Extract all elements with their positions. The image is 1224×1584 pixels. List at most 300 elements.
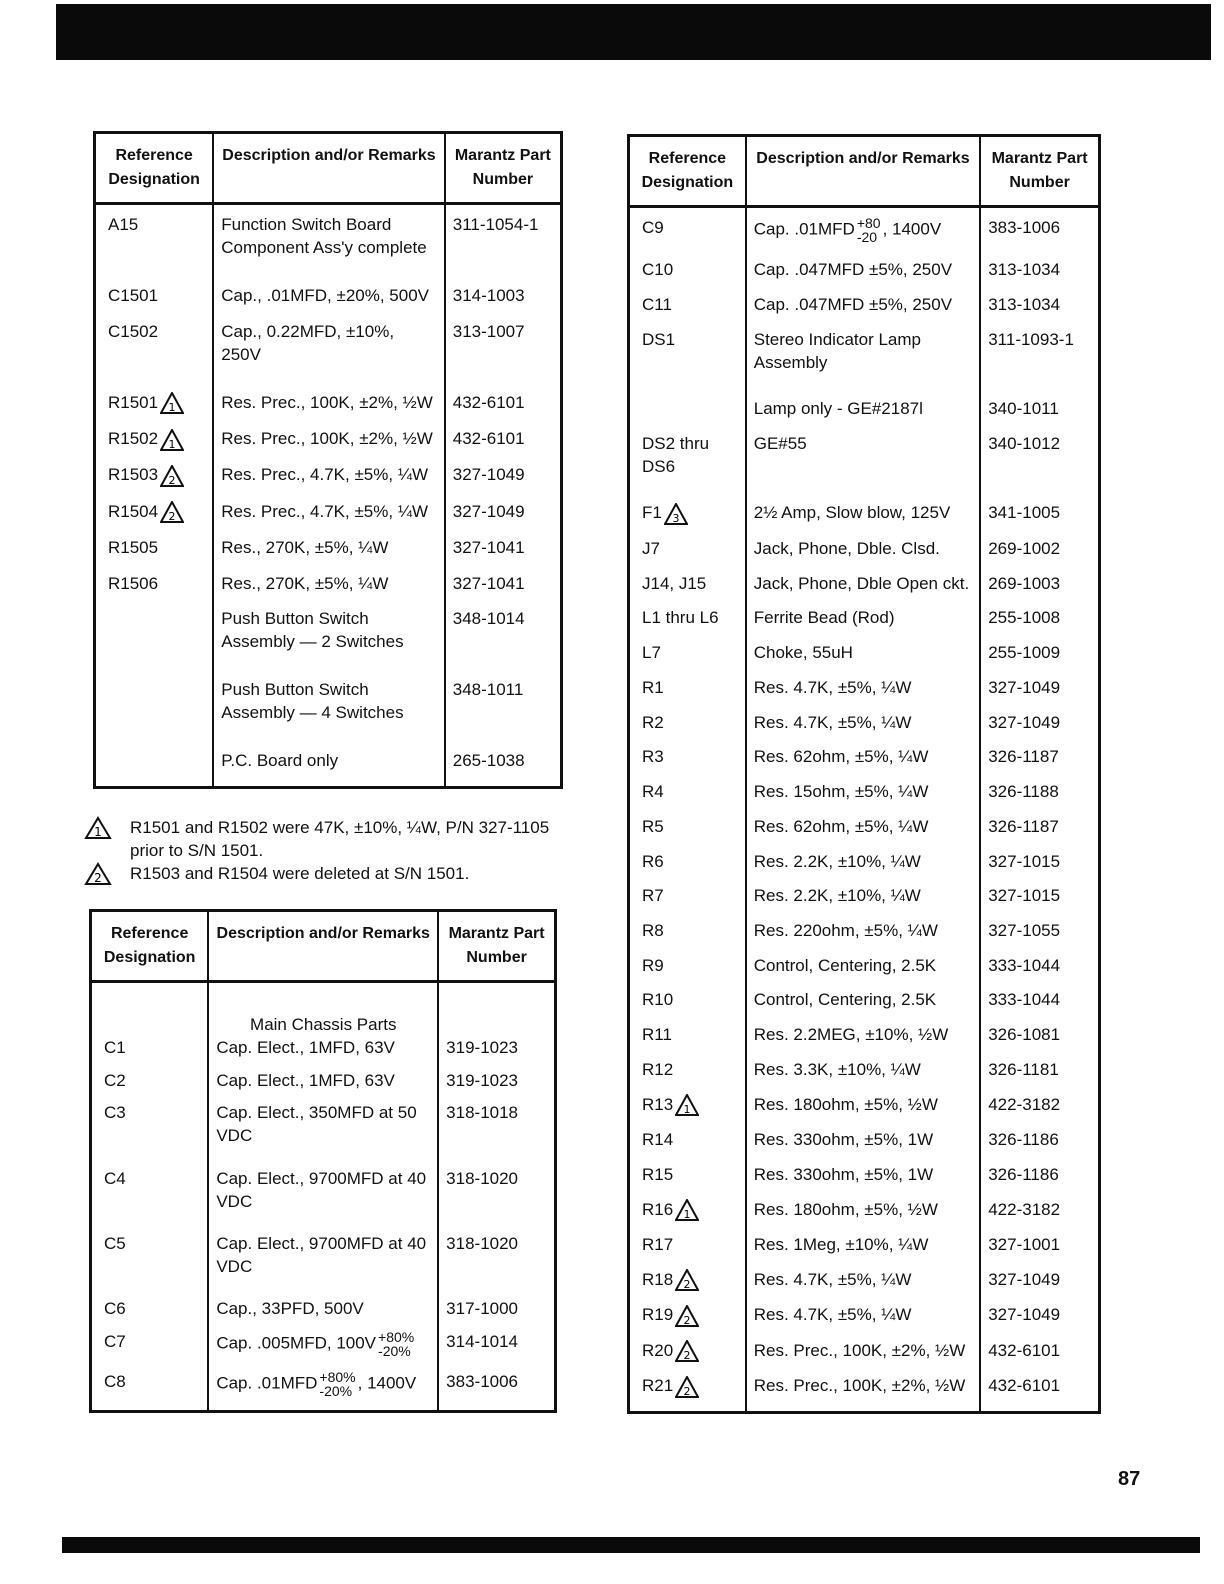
reference-cell	[629, 988, 746, 1023]
part-number-text: 318-1020	[446, 1168, 519, 1188]
description-cell	[746, 293, 980, 328]
part-number-text: 327-1001	[988, 1235, 1061, 1255]
description-text: Cap. .01MFD	[216, 1373, 318, 1393]
table-row	[629, 676, 1100, 711]
reference-text: L1 thru L6	[642, 608, 719, 628]
reference-cell	[629, 397, 746, 432]
table-row	[95, 284, 562, 320]
warning-triangle-icon	[675, 1269, 699, 1291]
description-text: Res. Prec., 100K, ±2%, ½W	[753, 1340, 966, 1360]
header-description: Description and/or Remarks	[213, 133, 444, 204]
part-number-text: 326-1187	[988, 816, 1059, 836]
part-number-cell	[980, 884, 1099, 919]
reference-cell	[91, 1167, 209, 1232]
table-row	[95, 427, 562, 463]
table-row	[629, 501, 1100, 537]
part-number-cell	[980, 572, 1099, 607]
description-text: Res. 4.7K, ±5%, ¼W	[753, 677, 912, 697]
parts-table-continued	[627, 134, 1101, 1414]
description-cell	[746, 884, 980, 919]
reference-text: R1501	[108, 392, 159, 412]
part-number-text: 432-6101	[988, 1376, 1061, 1396]
header-description: Description and/or Remarks	[208, 911, 438, 982]
part-number-text: 327-1049	[452, 501, 525, 521]
table-row	[91, 1330, 556, 1370]
description-text: Res., 270K, ±5%, ¼W	[221, 538, 389, 558]
reference-cell	[629, 432, 746, 501]
reference-cell	[629, 1058, 746, 1093]
table-row	[629, 1303, 1100, 1339]
reference-text: R1503	[108, 465, 159, 485]
reference-cell	[629, 850, 746, 885]
reference-cell	[629, 1128, 746, 1163]
description-cell	[213, 749, 444, 785]
reference-cell	[629, 1303, 746, 1339]
part-number-cell	[980, 1198, 1099, 1234]
footnote-2-text: R1503 and R1504 were deleted at S/N 1501.	[130, 864, 470, 883]
header-part-number: Marantz Part Number	[445, 133, 562, 204]
description-cell	[213, 213, 444, 284]
part-number-cell	[980, 745, 1099, 780]
description-cell	[746, 1268, 980, 1304]
part-number-text: 319-1023	[446, 1038, 519, 1057]
page-number: 87	[1118, 1468, 1141, 1490]
description-text: Jack, Phone, Dble Open ckt.	[753, 573, 970, 593]
svg-text:3: 3	[672, 511, 680, 525]
table-row	[629, 1339, 1100, 1375]
description-text: Res. 330ohm, ±5%, 1W	[753, 1130, 934, 1150]
part-number-cell	[445, 536, 562, 572]
table-row	[95, 749, 562, 785]
table-row	[629, 1128, 1100, 1163]
description-cell	[746, 1023, 980, 1058]
table-row	[95, 463, 562, 499]
reference-cell	[91, 1297, 209, 1330]
part-number-cell	[980, 1093, 1099, 1129]
part-number-text: 383-1006	[988, 218, 1061, 237]
reference-text: C3	[104, 1103, 126, 1123]
description-cell	[746, 676, 980, 711]
reference-cell	[91, 1069, 209, 1102]
warning-triangle-2-icon	[84, 862, 112, 886]
part-number-cell	[438, 1069, 555, 1102]
description-text: Res. 62ohm, ±5%, ¼W	[753, 747, 929, 767]
reference-text: C6	[104, 1299, 126, 1319]
part-number-cell	[980, 815, 1099, 850]
reference-text: R18	[642, 1269, 674, 1289]
description-cell	[213, 500, 444, 536]
table-row	[95, 500, 562, 536]
description-cell	[746, 1093, 980, 1129]
reference-cell	[629, 1374, 746, 1410]
part-number-text: 326-1081	[988, 1025, 1061, 1045]
part-number-text: 327-1049	[988, 677, 1061, 697]
reference-text: R4	[642, 782, 664, 802]
svg-text:1: 1	[168, 401, 176, 415]
svg-text:2: 2	[168, 473, 176, 487]
part-number-cell	[980, 501, 1099, 537]
part-number-cell	[980, 954, 1099, 989]
part-number-text: 318-1018	[446, 1103, 519, 1123]
part-number-text: 341-1005	[988, 503, 1061, 523]
reference-cell	[91, 1232, 209, 1297]
part-number-text: 317-1000	[446, 1299, 519, 1319]
table-row	[629, 919, 1100, 954]
warning-triangle-icon	[675, 1376, 699, 1398]
table-row	[629, 216, 1100, 258]
description-cell	[213, 284, 444, 320]
description-text: Res. 2.2MEG, ±10%, ½W	[753, 1025, 949, 1045]
description-text: Res. 4.7K, ±5%, ¼W	[753, 1305, 912, 1325]
reference-text: R8	[642, 921, 664, 941]
description-text: Res. Prec., 100K, ±2%, ½W	[221, 392, 433, 412]
table-row	[629, 572, 1100, 607]
description-cell	[208, 1036, 438, 1069]
reference-text: R19	[642, 1305, 674, 1325]
description-cell	[213, 391, 444, 427]
part-number-text: 319-1023	[446, 1070, 519, 1090]
description-text: Res. 3.3K, ±10%, ¼W	[753, 1059, 921, 1079]
table-row	[629, 1233, 1100, 1268]
part-number-text: 313-1034	[988, 260, 1061, 280]
part-number-text: 327-1049	[988, 712, 1061, 732]
tolerance-minus: -20	[856, 229, 878, 245]
svg-text:1: 1	[683, 1208, 691, 1222]
part-number-text: 269-1002	[988, 538, 1061, 558]
footnote-1	[84, 816, 564, 862]
description-cell	[746, 432, 980, 501]
reference-cell	[629, 641, 746, 676]
part-number-text: 311-1093-1	[988, 329, 1074, 349]
table-row	[629, 954, 1100, 989]
reference-text: R6	[642, 851, 664, 871]
reference-cell	[629, 572, 746, 607]
description-suffix: , 1400V	[882, 219, 942, 239]
table-row	[91, 1036, 556, 1069]
part-number-text: 432-6101	[988, 1340, 1061, 1360]
part-number-text: 348-1014	[452, 609, 525, 629]
reference-cell	[629, 328, 746, 397]
description-text: Control, Centering, 2.5K	[753, 955, 937, 975]
part-number-cell	[445, 284, 562, 320]
description-cell	[213, 536, 444, 572]
description-text: P.C. Board only	[221, 751, 339, 771]
reference-cell	[629, 1198, 746, 1234]
reference-cell	[629, 1023, 746, 1058]
reference-cell	[95, 427, 214, 463]
part-number-cell	[445, 213, 562, 284]
reference-text: R1502	[108, 429, 159, 449]
tolerance	[857, 216, 881, 244]
part-number-text: 314-1003	[452, 286, 525, 306]
description-cell	[746, 1128, 980, 1163]
reference-cell	[629, 745, 746, 780]
reference-text: R13	[642, 1094, 674, 1114]
reference-text: A15	[108, 215, 139, 234]
tolerance-plus: +80%	[319, 1368, 356, 1385]
svg-text:2: 2	[683, 1278, 691, 1292]
part-number-text: 422-3182	[988, 1094, 1061, 1114]
part-number-cell	[980, 1023, 1099, 1058]
description-text: Function Switch Board Component Ass'y complete	[221, 215, 427, 257]
reference-text: R3	[642, 747, 664, 767]
part-number-text: 318-1020	[446, 1233, 519, 1253]
part-number-cell	[980, 1163, 1099, 1198]
description-cell	[208, 1297, 438, 1330]
part-number-cell	[445, 463, 562, 499]
part-number-text: 422-3182	[988, 1199, 1061, 1219]
table-row	[629, 1268, 1100, 1304]
description-cell	[746, 258, 980, 293]
table-row	[629, 780, 1100, 815]
part-number-cell	[980, 216, 1099, 258]
reference-text: C1502	[108, 321, 159, 341]
reference-cell	[95, 607, 214, 678]
svg-text:2: 2	[683, 1384, 691, 1398]
description-suffix: , 1400V	[357, 1373, 417, 1393]
reference-text: R9	[642, 955, 664, 975]
header-part-number: Marantz Part Number	[980, 136, 1099, 207]
header-description: Description and/or Remarks	[746, 136, 980, 207]
description-text: Res. Prec., 100K, ±2%, ½W	[753, 1376, 966, 1396]
part-number-cell	[980, 397, 1099, 432]
description-text: Res. 62ohm, ±5%, ¼W	[753, 816, 929, 836]
parts-table-main-chassis	[89, 909, 557, 1413]
part-number-text: 326-1188	[988, 782, 1059, 802]
part-number-text: 327-1055	[988, 921, 1061, 941]
reference-cell	[629, 258, 746, 293]
description-cell	[208, 1370, 438, 1410]
tolerance	[319, 1370, 355, 1398]
table-row	[629, 1023, 1100, 1058]
description-cell	[208, 1069, 438, 1102]
description-cell	[746, 1163, 980, 1198]
table-row	[629, 606, 1100, 641]
description-cell	[746, 537, 980, 572]
part-number-cell	[980, 1374, 1099, 1410]
reference-cell	[95, 213, 214, 284]
reference-cell	[629, 815, 746, 850]
description-text: GE#55	[753, 433, 807, 453]
table-row	[95, 536, 562, 572]
reference-cell	[629, 676, 746, 711]
part-number-cell	[980, 258, 1099, 293]
reference-text: R10	[642, 990, 674, 1010]
reference-cell	[629, 1268, 746, 1304]
table-row	[91, 1167, 556, 1232]
footnote-1-text: R1501 and R1502 were 47K, ±10%, ¼W, P/N 327-1105 prior to S/N 1501.	[130, 818, 550, 860]
description-cell	[746, 641, 980, 676]
table-row	[629, 641, 1100, 676]
description-text: Choke, 55uH	[753, 643, 853, 663]
part-number-text: 314-1014	[446, 1331, 519, 1351]
description-cell	[746, 606, 980, 641]
table-row	[629, 988, 1100, 1023]
part-number-cell	[980, 606, 1099, 641]
description-text: Cap. .047MFD ±5%, 250V	[753, 295, 953, 315]
part-number-text: 255-1009	[988, 643, 1061, 663]
description-text: Stereo Indicator Lamp Assembly	[753, 329, 921, 372]
part-number-cell	[445, 500, 562, 536]
description-text: Res. 330ohm, ±5%, 1W	[753, 1164, 934, 1184]
table-row	[91, 1069, 556, 1102]
reference-text: C11	[642, 295, 672, 315]
table-row	[95, 607, 562, 678]
description-text: Res. Prec., 100K, ±2%, ½W	[221, 429, 433, 449]
description-text: Cap., .01MFD, ±20%, 500V	[221, 286, 430, 306]
description-cell	[213, 572, 444, 608]
footnotes	[84, 816, 564, 885]
part-number-cell	[445, 427, 562, 463]
description-text: Cap. Elect., 1MFD, 63V	[216, 1070, 395, 1090]
reference-cell	[629, 884, 746, 919]
reference-text: C7	[104, 1331, 126, 1351]
part-number-cell	[445, 391, 562, 427]
part-number-cell	[438, 1370, 555, 1410]
part-number-text: 265-1038	[452, 751, 525, 771]
table-row	[629, 711, 1100, 746]
reference-cell	[95, 320, 214, 391]
description-text: Res. 1Meg, ±10%, ¼W	[753, 1235, 929, 1255]
reference-text: C8	[104, 1371, 126, 1391]
part-number-cell	[980, 537, 1099, 572]
part-number-cell	[445, 572, 562, 608]
description-text: Cap. Elect., 350MFD at 50 VDC	[216, 1103, 417, 1146]
reference-text: DS2 thru DS6	[642, 433, 710, 476]
part-number-text: 327-1015	[988, 851, 1061, 871]
description-text: Res. 4.7K, ±5%, ¼W	[753, 1269, 912, 1289]
table-row	[629, 432, 1100, 501]
description-cell	[208, 1232, 438, 1297]
warning-triangle-icon	[664, 503, 688, 525]
reference-cell	[629, 501, 746, 537]
reference-cell	[91, 1036, 209, 1069]
warning-triangle-icon	[675, 1305, 699, 1327]
reference-cell	[629, 606, 746, 641]
part-number-text: 327-1015	[988, 886, 1061, 906]
description-text: Cap. .005MFD, 100V	[216, 1333, 377, 1353]
table-row	[95, 320, 562, 391]
reference-text: C5	[104, 1233, 126, 1253]
description-cell	[213, 607, 444, 678]
part-number-text: 255-1008	[988, 608, 1061, 628]
part-number-text: 311-1054-1	[452, 215, 539, 234]
reference-text: R20	[642, 1340, 674, 1360]
warning-triangle-icon	[675, 1094, 699, 1116]
description-cell	[746, 745, 980, 780]
section-title: Main Chassis Parts	[208, 991, 438, 1036]
reference-cell	[629, 711, 746, 746]
reference-cell	[629, 537, 746, 572]
description-text: Res. 15ohm, ±5%, ¼W	[753, 782, 929, 802]
description-cell	[213, 427, 444, 463]
footnote-2	[84, 862, 564, 885]
description-text: 2½ Amp, Slow blow, 125V	[753, 503, 951, 523]
description-cell	[746, 850, 980, 885]
part-number-cell	[980, 1058, 1099, 1093]
part-number-cell	[980, 676, 1099, 711]
table-row	[629, 258, 1100, 293]
svg-text:1: 1	[683, 1103, 691, 1117]
reference-cell	[629, 1093, 746, 1129]
part-number-text: 313-1034	[988, 295, 1061, 315]
reference-cell	[95, 749, 214, 785]
table-row	[95, 213, 562, 284]
reference-text: R5	[642, 816, 664, 836]
part-number-text: 326-1186	[988, 1164, 1059, 1184]
reference-cell	[95, 391, 214, 427]
part-number-cell	[980, 1128, 1099, 1163]
description-cell	[746, 1233, 980, 1268]
reference-text: R7	[642, 886, 664, 906]
reference-text: J7	[642, 538, 660, 558]
reference-cell	[91, 1330, 209, 1370]
reference-text: R1	[642, 677, 664, 697]
reference-text: L7	[642, 643, 661, 663]
part-number-text: 327-1041	[452, 573, 525, 593]
part-number-text: 269-1003	[988, 573, 1061, 593]
warning-triangle-icon	[675, 1340, 699, 1362]
description-text: Res. Prec., 4.7K, ±5%, ¼W	[221, 465, 429, 485]
description-cell	[746, 1198, 980, 1234]
description-text: Cap. Elect., 9700MFD at 40 VDC	[216, 1233, 427, 1276]
description-cell	[746, 1303, 980, 1339]
description-cell	[746, 1339, 980, 1375]
part-number-cell	[980, 919, 1099, 954]
description-cell	[746, 988, 980, 1023]
svg-text:2: 2	[683, 1349, 691, 1363]
description-cell	[213, 320, 444, 391]
part-number-cell	[438, 1232, 555, 1297]
part-number-cell	[980, 780, 1099, 815]
description-text: Lamp only - GE#2187l	[753, 399, 923, 419]
part-number-cell	[980, 850, 1099, 885]
part-number-cell	[438, 1101, 555, 1166]
part-number-cell	[980, 1268, 1099, 1304]
table-row	[91, 1101, 556, 1166]
part-number-text: 326-1181	[988, 1059, 1059, 1079]
description-cell	[746, 572, 980, 607]
reference-text: R11	[642, 1025, 672, 1045]
part-number-cell	[445, 678, 562, 749]
reference-cell	[95, 463, 214, 499]
table-row	[629, 884, 1100, 919]
description-text: Res. 220ohm, ±5%, ¼W	[753, 921, 938, 941]
warning-triangle-icon	[160, 392, 184, 414]
table-row	[629, 1058, 1100, 1093]
tolerance-plus: +80%	[378, 1328, 415, 1345]
description-text: Res. 4.7K, ±5%, ¼W	[753, 712, 912, 732]
reference-cell	[629, 1339, 746, 1375]
part-number-cell	[438, 1167, 555, 1232]
part-number-text: 340-1012	[988, 433, 1061, 453]
part-number-cell	[438, 1297, 555, 1330]
part-number-text: 340-1011	[988, 399, 1059, 419]
description-text: Push Button Switch Assembly — 4 Switches	[221, 680, 404, 723]
part-number-text: 326-1187	[988, 747, 1059, 767]
part-number-text: 327-1049	[988, 1305, 1061, 1325]
description-text: Res. 2.2K, ±10%, ¼W	[753, 886, 921, 906]
reference-text: C10	[642, 260, 674, 280]
description-cell	[746, 711, 980, 746]
part-number-cell	[438, 1036, 555, 1069]
svg-text:2: 2	[168, 510, 176, 524]
reference-text: C1501	[108, 286, 159, 306]
tolerance-minus: -20%	[319, 1382, 353, 1399]
description-cell	[208, 1101, 438, 1166]
svg-text:2: 2	[94, 871, 102, 885]
part-number-text: 348-1011	[452, 680, 524, 700]
